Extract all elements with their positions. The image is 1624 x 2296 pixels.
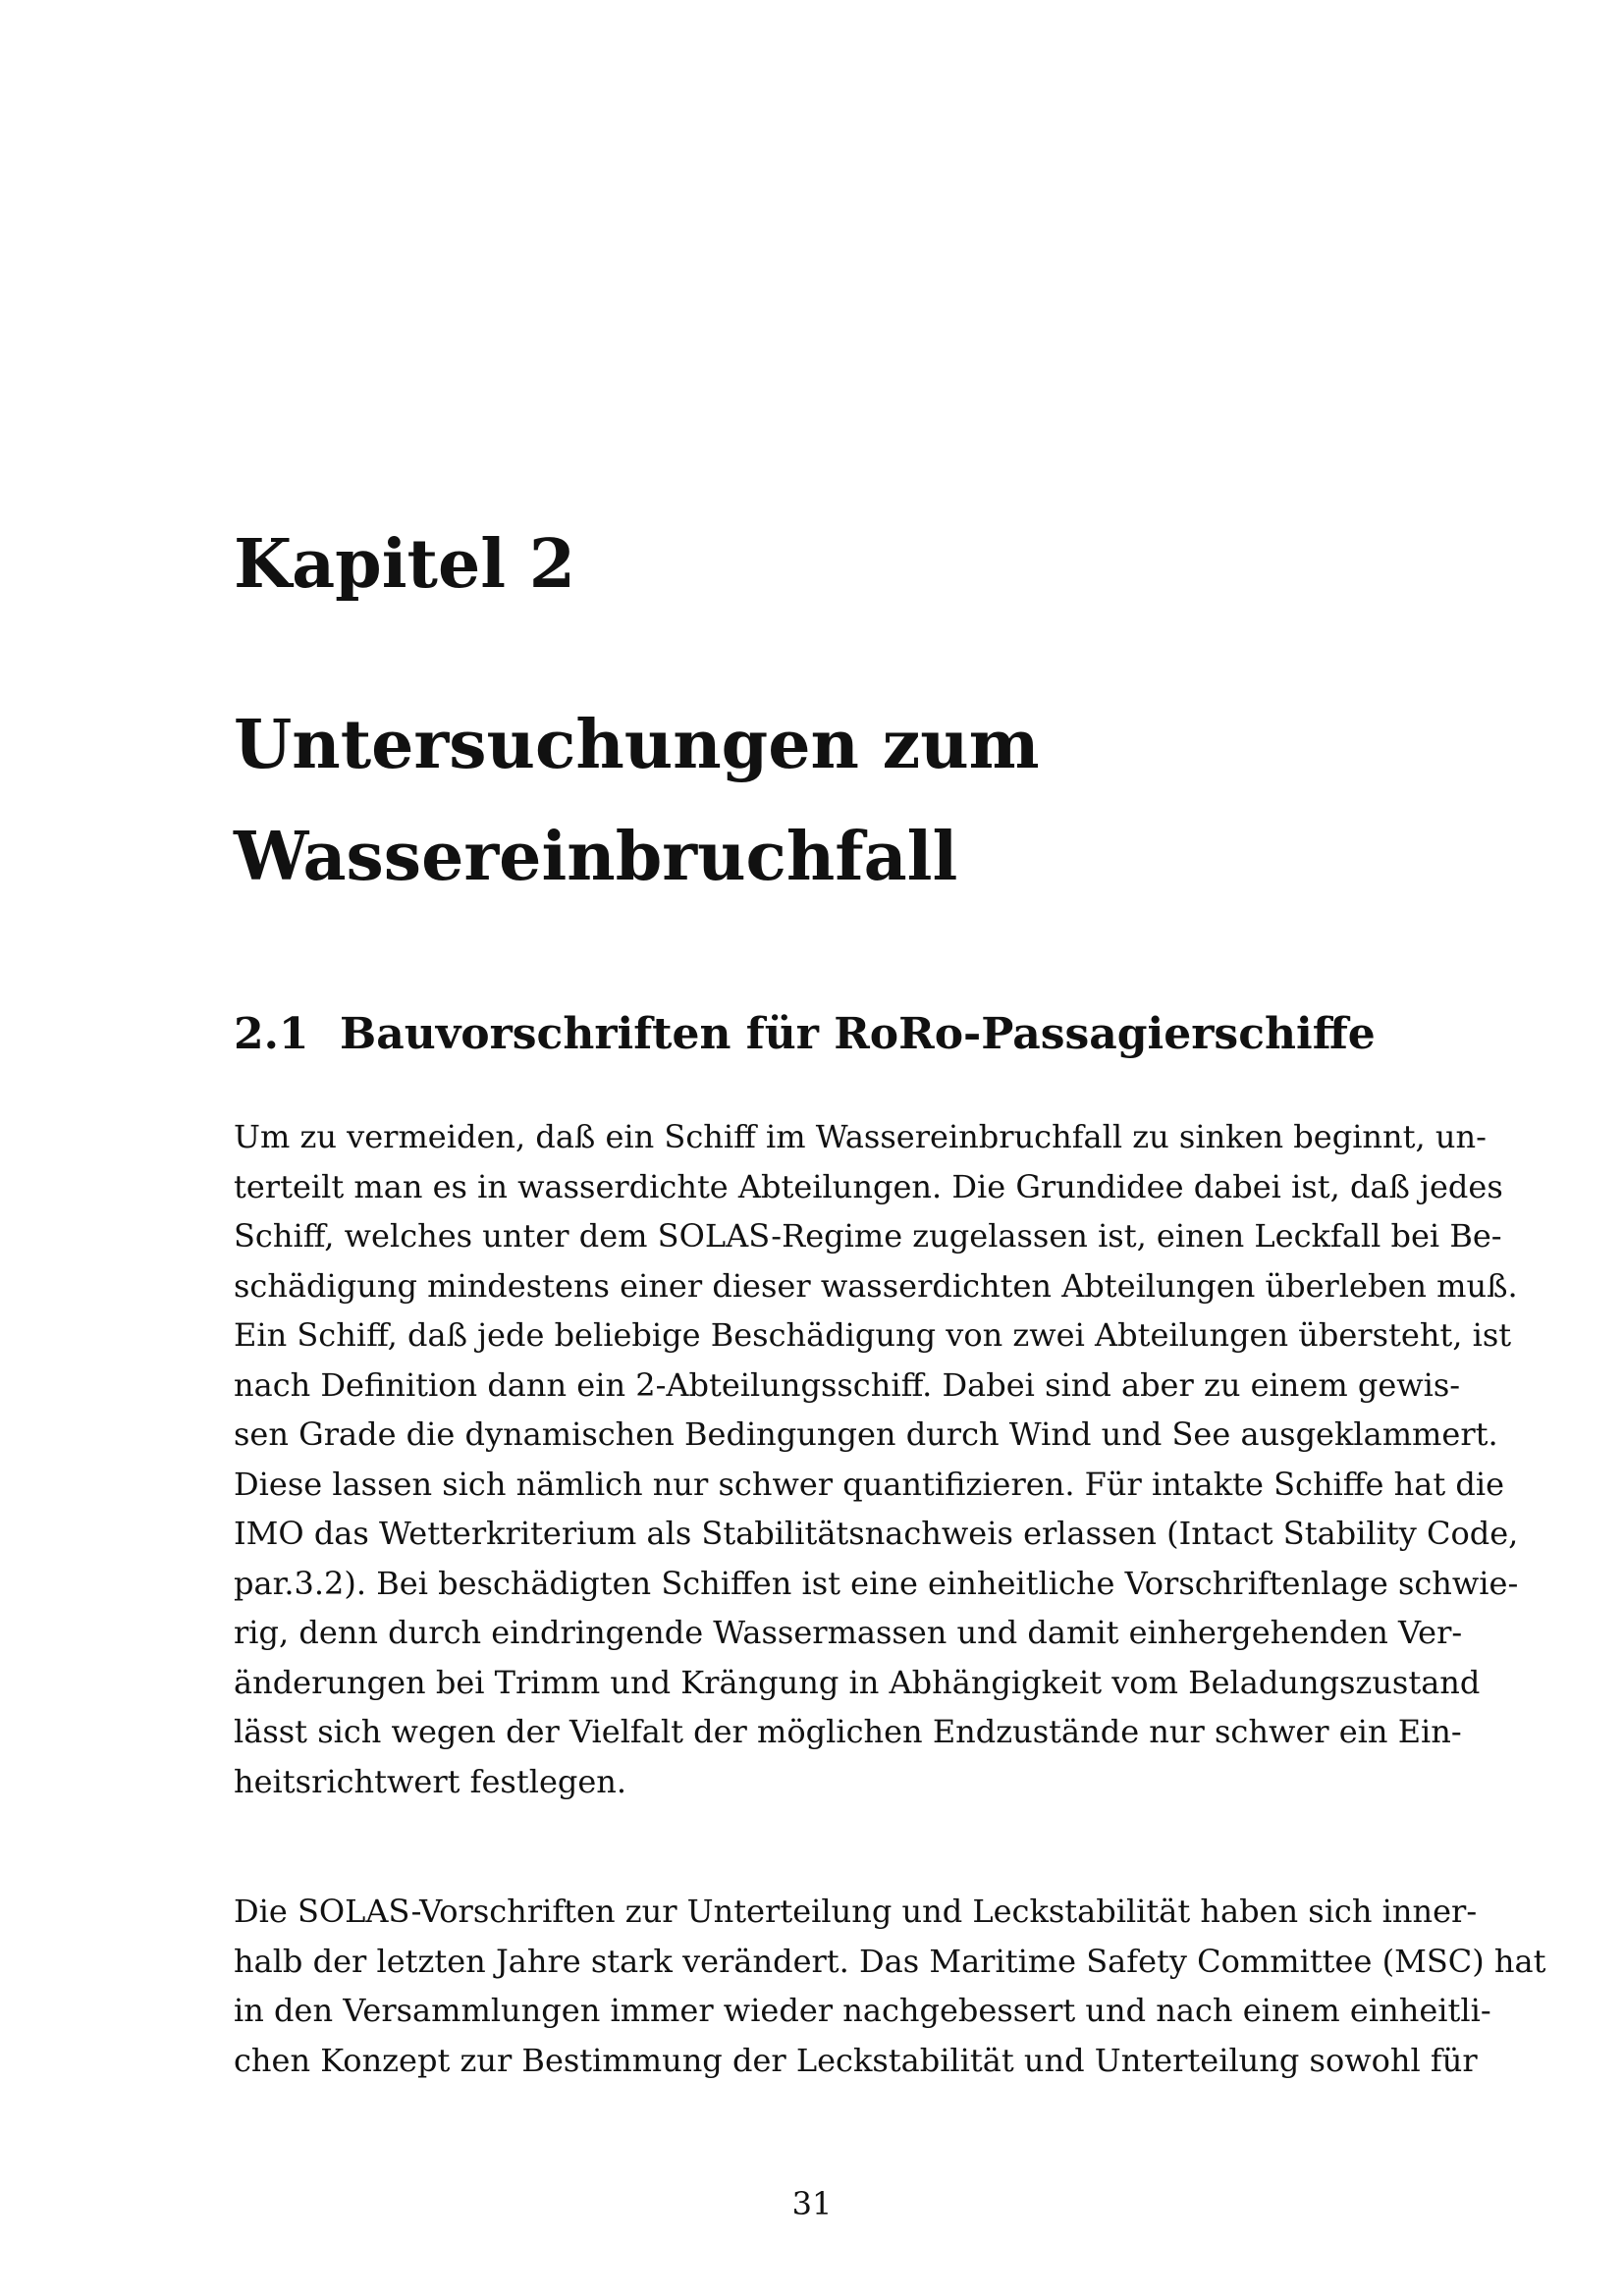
paragraph-line: terteilt man es in wasserdichte Abteilungen. Die Grundidee dabei ist, daß jedes [234,1167,1503,1205]
paragraph-line: in den Versammlungen immer wieder nachgebessert und nach einem einheitli- [234,1992,1491,2029]
paragraph-line: schädigung mindestens einer dieser wasserdichten Abteilungen überleben muß. [234,1266,1518,1305]
chapter-title [234,689,1412,913]
paragraph-line: änderungen bei Trimm und Krängung in Abhängigkeit vom Beladungszustand [234,1663,1481,1701]
page-number: 31 [791,2185,833,2222]
paragraph-line: lässt sich wegen der Vielfalt der möglichen Endzustände nur schwer ein Ein- [234,1713,1462,1750]
paragraph-line: IMO das Wetterkriterium als Stabilitätsnachweis erlassen (Intact Stability Code, [234,1515,1519,1552]
chapter-title-line: Untersuchungen zum [234,706,1040,784]
paragraph-line: halb der letzten Jahre stark verändert. Das Maritime Safety Committee (MSC) hat [234,1942,1546,1980]
body-paragraph [234,1887,1546,2085]
section-heading [234,1005,1376,1064]
chapter-title-line: Wassereinbruchfall [234,818,958,896]
paragraph-line: Ein Schiff, daß jede beliebige Beschädigung von zwei Abteilungen übersteht, ist [234,1316,1512,1354]
paragraph-line: chen Konzept zur Bestimmung der Leckstabilität und Unterteilung sowohl für [234,2041,1478,2079]
paragraph-line: par.3.2). Bei beschädigten Schiffen ist eine einheitliche Vorschriftenlage schwie- [234,1564,1519,1602]
paragraph-line: nach Definition dann ein 2-Abteilungsschiff. Dabei sind aber zu einem gewis- [234,1365,1461,1404]
paragraph-line: sen Grade die dynamischen Bedingungen durch Wind und See ausgeklammert. [234,1415,1498,1453]
paragraph-line: Um zu vermeiden, daß ein Schiff im Wassereinbruchfall zu sinken beginnt, un- [234,1118,1487,1155]
paragraph-line: Schiff, welches unter dem SOLAS-Regime zugelassen ist, einen Leckfall bei Be- [234,1217,1502,1255]
chapter-label: Kapitel 2 [234,525,576,604]
paragraph-line: Diese lassen sich nämlich nur schwer quantifizieren. Für intakte Schiffe hat die [234,1465,1504,1503]
paragraph-line: rig, denn durch eindringende Wassermassen und damit einhergehenden Ver- [234,1614,1463,1651]
section-title: Bauvorschriften für RoRo-Passagierschiffe [340,1009,1376,1059]
paragraph-line: heitsrichtwert festlegen. [234,1762,627,1800]
paragraph-line: Die SOLAS-Vorschriften zur Unterteilung und Leckstabilität haben sich inner- [234,1893,1478,1930]
section-number: 2.1 [234,1009,309,1059]
body-paragraph [234,1112,1519,1806]
